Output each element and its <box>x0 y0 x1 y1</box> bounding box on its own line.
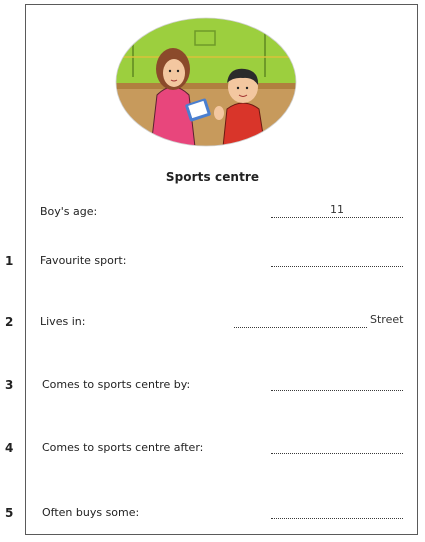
form-row-often-buys <box>0 506 425 526</box>
question-label: Comes to sports centre by: <box>42 378 191 391</box>
question-label: Often buys some: <box>42 506 140 519</box>
question-label: Lives in: <box>40 315 86 328</box>
question-number: 2 <box>5 315 14 329</box>
page-title: Sports centre <box>165 170 260 184</box>
question-number: 4 <box>5 441 14 455</box>
answer-line[interactable] <box>271 388 403 391</box>
form-row-boys-age <box>0 205 425 225</box>
question-number: 3 <box>5 378 14 392</box>
question-label: Comes to sports centre after: <box>42 441 204 454</box>
form-row-comes-by <box>0 378 425 398</box>
answer-line[interactable] <box>271 451 403 454</box>
form-row-lives-in <box>0 315 425 335</box>
form-row-favourite-sport <box>0 254 425 274</box>
question-label: Favourite sport: <box>40 254 127 267</box>
answer-value: 11 <box>330 203 344 216</box>
question-number: 1 <box>5 254 14 268</box>
form-row-comes-after <box>0 441 425 461</box>
illustration-girl-interviewing-boy <box>115 17 297 147</box>
answer-suffix: Street <box>370 313 404 326</box>
answer-line[interactable] <box>271 516 403 519</box>
question-label: Boy's age: <box>40 205 98 218</box>
answer-line[interactable] <box>234 325 367 328</box>
question-number: 5 <box>5 506 14 520</box>
answer-line[interactable] <box>271 264 403 267</box>
